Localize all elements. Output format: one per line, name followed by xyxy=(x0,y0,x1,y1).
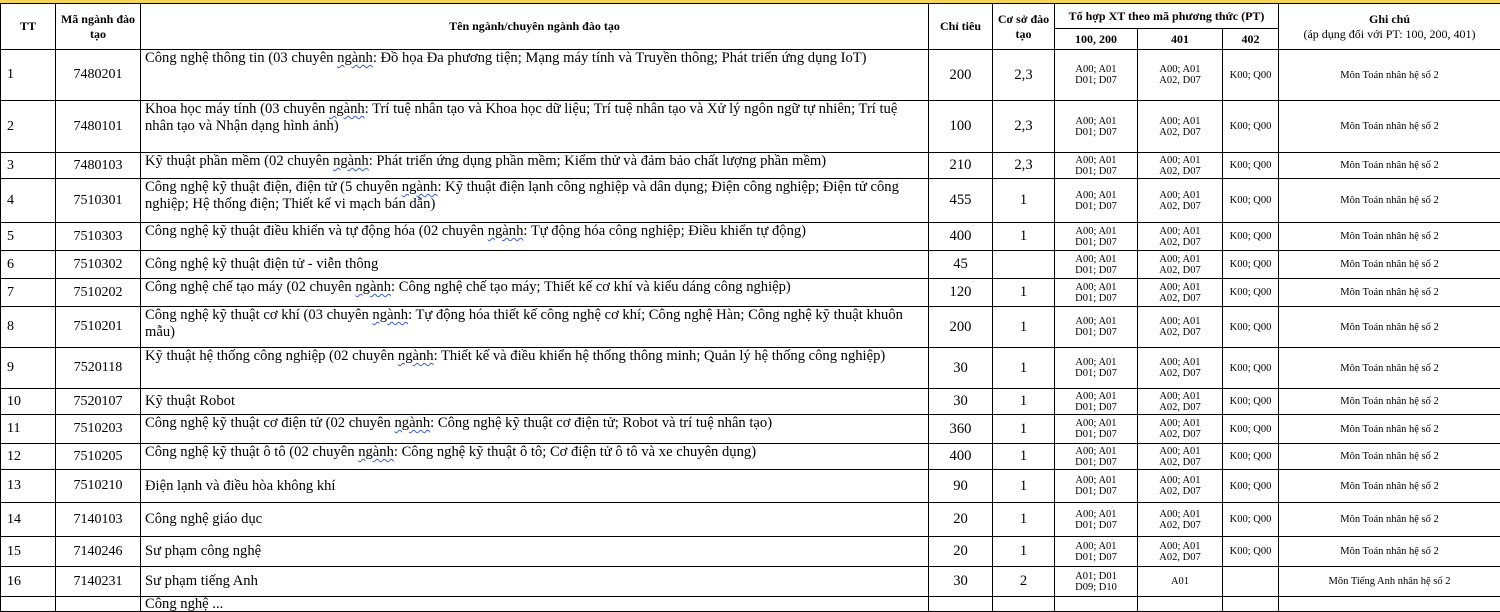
row-name-part: Sư phạm công nghệ xyxy=(145,543,261,559)
row-combo-402: K00; Q00 xyxy=(1223,537,1279,567)
row-note: Môn Toán nhân hệ số 2 xyxy=(1279,537,1500,567)
row-note: Môn Toán nhân hệ số 2 xyxy=(1279,389,1500,415)
partial-cell xyxy=(1223,597,1279,612)
combo-line: A00; A01 xyxy=(1138,446,1222,457)
table-row xyxy=(1,101,1500,153)
row-name-part: ngành xyxy=(333,153,369,169)
table-row xyxy=(1,279,1500,307)
combo-line: A00; A01 xyxy=(1055,418,1137,429)
partial-cell xyxy=(1279,597,1500,612)
combo-line: A00; A01 xyxy=(1138,116,1222,127)
row-name xyxy=(141,537,929,567)
combo-line: A00; A01 xyxy=(1138,282,1222,293)
row-combo-100-200 xyxy=(1055,470,1138,503)
header-note-sub: (áp dụng đối với PT: 100, 200, 401) xyxy=(1279,27,1500,42)
row-name-part: : Phát triển ứng dụng phần mềm; Kiểm thử và đảm bảo chất lượng phần mềm) xyxy=(369,153,826,169)
combo-line: D01; D07 xyxy=(1055,75,1137,86)
combo-line: A00; A01 xyxy=(1138,541,1222,552)
row-combo-100-200 xyxy=(1055,101,1138,153)
combo-line: D01; D07 xyxy=(1055,520,1137,531)
row-note: Môn Toán nhân hệ số 2 xyxy=(1279,50,1500,101)
row-name xyxy=(141,503,929,537)
row-name xyxy=(141,223,929,251)
combo-line: A02, D07 xyxy=(1138,486,1222,497)
row-name-part: Điện lạnh và điều hòa không khí xyxy=(145,478,336,494)
combo-line: A01 xyxy=(1138,576,1222,587)
row-name-part: ngành xyxy=(372,307,408,323)
row-campus: 1 xyxy=(993,179,1055,223)
table-row xyxy=(1,179,1500,223)
row-campus: 1 xyxy=(993,389,1055,415)
row-name-part: Công nghệ kỹ thuật ô tô (02 chuyên xyxy=(145,444,358,460)
row-name xyxy=(141,101,929,153)
row-name xyxy=(141,389,929,415)
row-combo-401 xyxy=(1138,153,1223,179)
row-tt: 7 xyxy=(1,279,56,307)
row-combo-100-200 xyxy=(1055,389,1138,415)
table-row xyxy=(1,50,1500,101)
row-name-part: Kỹ thuật hệ thống công nghiệp (02 chuyên xyxy=(145,348,398,364)
row-name-part: ngành xyxy=(358,444,394,460)
row-campus xyxy=(993,251,1055,279)
row-name-part: : Kỹ thuật điện lạnh công nghiệp và dân dụng; Điện công nghiệp; Điện tử công nghiệp; Hệ thống điện; Thiết kế vi mạch bán dẫn) xyxy=(145,179,899,212)
row-combo-100-200 xyxy=(1055,348,1138,389)
row-code: 7510202 xyxy=(56,279,141,307)
row-name-part: Công nghệ kỹ thuật điều khiển và tự động hóa (02 chuyên xyxy=(145,223,488,239)
row-tt: 3 xyxy=(1,153,56,179)
table-row xyxy=(1,223,1500,251)
row-tt: 6 xyxy=(1,251,56,279)
row-name xyxy=(141,50,929,101)
combo-line: A01; D01 xyxy=(1055,571,1137,582)
row-name-part: : Tự động hóa thiết kế công nghệ cơ khí; Công nghệ Hàn; Công nghệ kỹ thuật khuôn mẫu) xyxy=(145,307,903,340)
row-combo-100-200 xyxy=(1055,567,1138,597)
partial-cell xyxy=(1138,597,1223,612)
row-combo-402: K00; Q00 xyxy=(1223,101,1279,153)
combo-line: A02, D07 xyxy=(1138,368,1222,379)
table-row xyxy=(1,537,1500,567)
row-tt: 16 xyxy=(1,567,56,597)
row-name-part: : Thiết kế và điều khiển hệ thống thông minh; Quản lý hệ thống công nghiệp) xyxy=(434,348,886,364)
row-quota: 200 xyxy=(929,50,993,101)
row-name-part: ngành xyxy=(402,179,438,195)
table-row xyxy=(1,444,1500,470)
row-name xyxy=(141,307,929,348)
combo-line: A00; A01 xyxy=(1138,316,1222,327)
row-name xyxy=(141,153,929,179)
combo-line: D01; D07 xyxy=(1055,201,1137,212)
row-campus: 1 xyxy=(993,415,1055,444)
combo-line: D01; D07 xyxy=(1055,327,1137,338)
partial-cell xyxy=(929,597,993,612)
row-tt: 10 xyxy=(1,389,56,415)
row-quota: 20 xyxy=(929,503,993,537)
row-combo-401 xyxy=(1138,251,1223,279)
row-tt: 13 xyxy=(1,470,56,503)
row-campus: 1 xyxy=(993,279,1055,307)
partial-cell: Công nghệ ... xyxy=(141,597,929,612)
combo-line: A00; A01 xyxy=(1138,357,1222,368)
combo-line: A02, D07 xyxy=(1138,429,1222,440)
row-combo-401 xyxy=(1138,223,1223,251)
combo-line: A02, D07 xyxy=(1138,265,1222,276)
combo-line: A00; A01 xyxy=(1138,391,1222,402)
row-combo-402: K00; Q00 xyxy=(1223,50,1279,101)
combo-line: D01; D07 xyxy=(1055,293,1137,304)
combo-line: D01; D07 xyxy=(1055,127,1137,138)
table-row xyxy=(1,307,1500,348)
combo-line: A00; A01 xyxy=(1055,391,1137,402)
row-quota: 30 xyxy=(929,567,993,597)
row-name-part: ngành xyxy=(488,223,524,239)
combo-line: A02, D07 xyxy=(1138,237,1222,248)
combo-line: A00; A01 xyxy=(1055,475,1137,486)
row-code: 7480201 xyxy=(56,50,141,101)
header-tt: TT xyxy=(1,4,56,50)
row-quota: 100 xyxy=(929,101,993,153)
row-combo-402: K00; Q00 xyxy=(1223,251,1279,279)
combo-line: A00; A01 xyxy=(1055,116,1137,127)
combo-line: A02, D07 xyxy=(1138,520,1222,531)
combo-line: D01; D07 xyxy=(1055,429,1137,440)
combo-line: A00; A01 xyxy=(1055,446,1137,457)
row-code: 7140103 xyxy=(56,503,141,537)
row-combo-401 xyxy=(1138,537,1223,567)
header-combo-402: 402 xyxy=(1223,29,1279,50)
row-name-part: ngành xyxy=(329,101,365,117)
row-quota: 200 xyxy=(929,307,993,348)
combo-line: A00; A01 xyxy=(1055,226,1137,237)
combo-line: A02, D07 xyxy=(1138,327,1222,338)
combo-line: A02, D07 xyxy=(1138,457,1222,468)
row-name-part: ngành xyxy=(394,415,430,431)
row-note: Môn Toán nhân hệ số 2 xyxy=(1279,101,1500,153)
row-name-part: Sư phạm tiếng Anh xyxy=(145,573,258,589)
row-tt: 5 xyxy=(1,223,56,251)
row-note: Môn Tiếng Anh nhân hệ số 2 xyxy=(1279,567,1500,597)
row-combo-401 xyxy=(1138,470,1223,503)
combo-line: A02, D07 xyxy=(1138,552,1222,563)
table-body xyxy=(1,50,1500,612)
row-combo-402: K00; Q00 xyxy=(1223,415,1279,444)
row-quota: 30 xyxy=(929,348,993,389)
row-tt: 9 xyxy=(1,348,56,389)
row-name-part: Kỹ thuật phần mềm (02 chuyên xyxy=(145,153,333,169)
row-combo-401 xyxy=(1138,444,1223,470)
table-row xyxy=(1,567,1500,597)
row-campus: 1 xyxy=(993,444,1055,470)
combo-line: D09; D10 xyxy=(1055,582,1137,593)
combo-line: A00; A01 xyxy=(1055,254,1137,265)
row-note: Môn Toán nhân hệ số 2 xyxy=(1279,470,1500,503)
partial-cell xyxy=(1,597,56,612)
row-combo-402: K00; Q00 xyxy=(1223,307,1279,348)
combo-line: A00; A01 xyxy=(1138,226,1222,237)
row-name-part: Công nghệ kỹ thuật cơ điện tử (02 chuyên xyxy=(145,415,394,431)
row-name-part: ngành xyxy=(355,279,391,295)
row-quota: 90 xyxy=(929,470,993,503)
row-note: Môn Toán nhân hệ số 2 xyxy=(1279,503,1500,537)
row-tt: 15 xyxy=(1,537,56,567)
combo-line: A00; A01 xyxy=(1138,418,1222,429)
row-tt: 8 xyxy=(1,307,56,348)
row-code: 7510303 xyxy=(56,223,141,251)
row-name xyxy=(141,251,929,279)
row-name xyxy=(141,348,929,389)
row-name-part: ngành xyxy=(398,348,434,364)
row-combo-401 xyxy=(1138,415,1223,444)
row-combo-100-200 xyxy=(1055,223,1138,251)
combo-line: A00; A01 xyxy=(1138,190,1222,201)
row-name-part: : Công nghệ chế tạo máy; Thiết kế cơ khí và kiểu dáng công nghiệp) xyxy=(391,279,791,295)
row-name-part: ngành xyxy=(337,50,373,66)
combo-line: D01; D07 xyxy=(1055,265,1137,276)
row-combo-100-200 xyxy=(1055,415,1138,444)
combo-line: A00; A01 xyxy=(1055,282,1137,293)
header-code: Mã ngành đào tạo xyxy=(56,4,141,50)
row-name-part: Công nghệ thông tin (03 chuyên xyxy=(145,50,337,66)
row-note: Môn Toán nhân hệ số 2 xyxy=(1279,179,1500,223)
row-combo-401 xyxy=(1138,279,1223,307)
row-name xyxy=(141,279,929,307)
combo-line: A02, D07 xyxy=(1138,402,1222,413)
header-combo-group: Tổ hợp XT theo mã phương thức (PT) xyxy=(1055,4,1279,29)
combo-line: A02, D07 xyxy=(1138,75,1222,86)
table-row xyxy=(1,389,1500,415)
combo-line: A02, D07 xyxy=(1138,127,1222,138)
row-campus: 2,3 xyxy=(993,50,1055,101)
row-combo-402: K00; Q00 xyxy=(1223,223,1279,251)
combo-line: A00; A01 xyxy=(1138,155,1222,166)
row-combo-401 xyxy=(1138,567,1223,597)
row-name-part: : Trí tuệ nhân tạo và Khoa học dữ liệu; Trí tuệ nhân tạo và Xử lý ngôn ngữ tự nhiên; Trí tuệ nhân tạo và Nhận dạng hình ảnh) xyxy=(145,101,897,134)
row-combo-100-200 xyxy=(1055,503,1138,537)
combo-line: A00; A01 xyxy=(1055,155,1137,166)
header-campus: Cơ sở đào tạo xyxy=(993,4,1055,50)
combo-line: A00; A01 xyxy=(1138,475,1222,486)
combo-line: A02, D07 xyxy=(1138,293,1222,304)
partial-cell xyxy=(1055,597,1138,612)
table-row xyxy=(1,348,1500,389)
row-combo-401 xyxy=(1138,307,1223,348)
row-campus: 1 xyxy=(993,348,1055,389)
row-quota: 45 xyxy=(929,251,993,279)
row-combo-402: K00; Q00 xyxy=(1223,503,1279,537)
row-note: Môn Toán nhân hệ số 2 xyxy=(1279,223,1500,251)
row-name xyxy=(141,415,929,444)
partial-cell xyxy=(56,597,141,612)
row-name xyxy=(141,567,929,597)
row-tt: 2 xyxy=(1,101,56,153)
row-quota: 210 xyxy=(929,153,993,179)
row-combo-402: K00; Q00 xyxy=(1223,279,1279,307)
header-combo-100-200: 100, 200 xyxy=(1055,29,1138,50)
combo-line: A00; A01 xyxy=(1055,316,1137,327)
combo-line: A00; A01 xyxy=(1055,509,1137,520)
row-code: 7510205 xyxy=(56,444,141,470)
row-code: 7510201 xyxy=(56,307,141,348)
row-name-part: Khoa học máy tính (03 chuyên xyxy=(145,101,329,117)
row-campus: 2,3 xyxy=(993,101,1055,153)
row-quota: 400 xyxy=(929,444,993,470)
row-combo-402: K00; Q00 xyxy=(1223,153,1279,179)
row-name-part: Công nghệ kỹ thuật điện, điện tử (5 chuyên xyxy=(145,179,402,195)
row-combo-401 xyxy=(1138,101,1223,153)
row-combo-100-200 xyxy=(1055,153,1138,179)
row-code: 7520107 xyxy=(56,389,141,415)
combo-line: A00; A01 xyxy=(1138,509,1222,520)
row-name-part: Kỹ thuật Robot xyxy=(145,393,235,409)
row-name-part: Công nghệ kỹ thuật cơ khí (03 chuyên xyxy=(145,307,372,323)
header-note xyxy=(1279,4,1500,50)
row-name xyxy=(141,444,929,470)
row-campus: 1 xyxy=(993,470,1055,503)
row-combo-402 xyxy=(1223,567,1279,597)
row-code: 7140246 xyxy=(56,537,141,567)
table-row xyxy=(1,415,1500,444)
row-note: Môn Toán nhân hệ số 2 xyxy=(1279,415,1500,444)
row-combo-401 xyxy=(1138,503,1223,537)
row-tt: 14 xyxy=(1,503,56,537)
row-note: Môn Toán nhân hệ số 2 xyxy=(1279,153,1500,179)
header-note-title: Ghi chú xyxy=(1279,12,1500,27)
row-combo-100-200 xyxy=(1055,50,1138,101)
partial-cell xyxy=(993,597,1055,612)
row-tt: 11 xyxy=(1,415,56,444)
row-quota: 360 xyxy=(929,415,993,444)
row-name-part: : Công nghệ kỹ thuật ô tô; Cơ điện tử ô tô và xe chuyên dụng) xyxy=(394,444,756,460)
admission-table xyxy=(0,3,1500,612)
combo-line: A00; A01 xyxy=(1055,357,1137,368)
row-quota: 455 xyxy=(929,179,993,223)
row-combo-402: K00; Q00 xyxy=(1223,470,1279,503)
row-tt: 4 xyxy=(1,179,56,223)
table-row xyxy=(1,503,1500,537)
row-note: Môn Toán nhân hệ số 2 xyxy=(1279,279,1500,307)
row-note: Môn Toán nhân hệ số 2 xyxy=(1279,444,1500,470)
row-name-part: : Đồ họa Đa phương tiện; Mạng máy tính và Truyền thông; Phát triển ứng dụng IoT) xyxy=(373,50,867,66)
row-tt: 12 xyxy=(1,444,56,470)
row-combo-100-200 xyxy=(1055,179,1138,223)
row-combo-401 xyxy=(1138,389,1223,415)
combo-line: A00; A01 xyxy=(1138,64,1222,75)
row-note: Môn Toán nhân hệ số 2 xyxy=(1279,307,1500,348)
combo-line: A00; A01 xyxy=(1055,190,1137,201)
row-campus: 2 xyxy=(993,567,1055,597)
combo-line: D01; D07 xyxy=(1055,368,1137,379)
row-name-part: Công nghệ chế tạo máy (02 chuyên xyxy=(145,279,355,295)
row-code: 7480103 xyxy=(56,153,141,179)
row-code: 7510203 xyxy=(56,415,141,444)
row-combo-100-200 xyxy=(1055,537,1138,567)
row-code: 7140231 xyxy=(56,567,141,597)
row-combo-100-200 xyxy=(1055,279,1138,307)
table-row xyxy=(1,251,1500,279)
row-name-part: : Tự động hóa công nghiệp; Điều khiển tự động) xyxy=(523,223,806,239)
combo-line: A00; A01 xyxy=(1138,254,1222,265)
combo-line: D01; D07 xyxy=(1055,166,1137,177)
combo-line: D01; D07 xyxy=(1055,552,1137,563)
row-combo-402: K00; Q00 xyxy=(1223,389,1279,415)
row-combo-401 xyxy=(1138,50,1223,101)
row-name-part: Công nghệ giáo dục xyxy=(145,511,262,527)
combo-line: D01; D07 xyxy=(1055,486,1137,497)
row-combo-100-200 xyxy=(1055,251,1138,279)
row-combo-100-200 xyxy=(1055,444,1138,470)
table-row xyxy=(1,470,1500,503)
row-combo-401 xyxy=(1138,348,1223,389)
row-name xyxy=(141,179,929,223)
row-combo-402: K00; Q00 xyxy=(1223,179,1279,223)
table-row-partial xyxy=(1,597,1500,612)
row-campus: 1 xyxy=(993,537,1055,567)
row-campus: 1 xyxy=(993,503,1055,537)
row-quota: 400 xyxy=(929,223,993,251)
row-campus: 2,3 xyxy=(993,153,1055,179)
row-campus: 1 xyxy=(993,223,1055,251)
row-code: 7510210 xyxy=(56,470,141,503)
row-code: 7510302 xyxy=(56,251,141,279)
combo-line: D01; D07 xyxy=(1055,457,1137,468)
row-tt: 1 xyxy=(1,50,56,101)
combo-line: D01; D07 xyxy=(1055,402,1137,413)
combo-line: A02, D07 xyxy=(1138,166,1222,177)
row-quota: 120 xyxy=(929,279,993,307)
row-note: Môn Toán nhân hệ số 2 xyxy=(1279,251,1500,279)
row-combo-402: K00; Q00 xyxy=(1223,444,1279,470)
row-code: 7480101 xyxy=(56,101,141,153)
row-quota: 20 xyxy=(929,537,993,567)
row-name xyxy=(141,470,929,503)
table-row xyxy=(1,153,1500,179)
row-campus: 1 xyxy=(993,307,1055,348)
combo-line: A00; A01 xyxy=(1055,541,1137,552)
header-name: Tên ngành/chuyên ngành đào tạo xyxy=(141,4,929,50)
combo-line: A02, D07 xyxy=(1138,201,1222,212)
row-code: 7520118 xyxy=(56,348,141,389)
header-combo-401: 401 xyxy=(1138,29,1223,50)
row-combo-401 xyxy=(1138,179,1223,223)
row-combo-402: K00; Q00 xyxy=(1223,348,1279,389)
combo-line: D01; D07 xyxy=(1055,237,1137,248)
combo-line: A00; A01 xyxy=(1055,64,1137,75)
row-code: 7510301 xyxy=(56,179,141,223)
row-note: Môn Toán nhân hệ số 2 xyxy=(1279,348,1500,389)
row-name-part: Công nghệ kỹ thuật điện tử - viễn thông xyxy=(145,256,378,272)
row-quota: 30 xyxy=(929,389,993,415)
row-combo-100-200 xyxy=(1055,307,1138,348)
row-name-part: : Công nghệ kỹ thuật cơ điện tử; Robot và trí tuệ nhân tạo) xyxy=(430,415,772,431)
header-quota: Chỉ tiêu xyxy=(929,4,993,50)
